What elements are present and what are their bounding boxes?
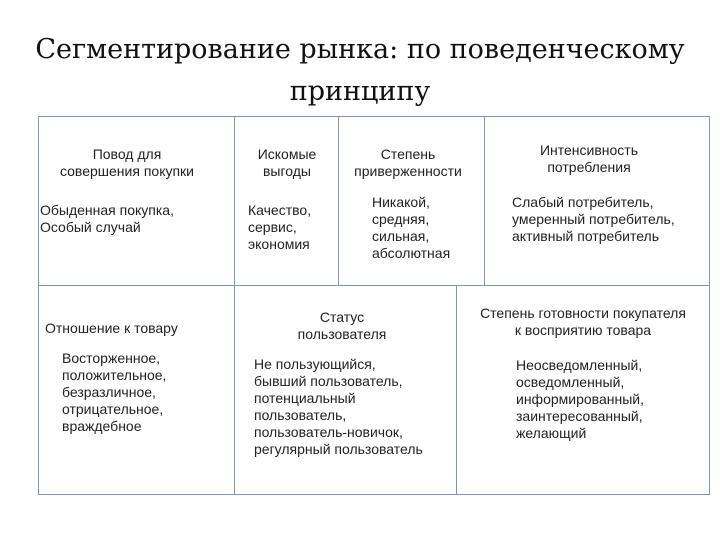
values-user-status: Не пользующийся, бывший пользователь, потенциальный пользователь, пользователь-новичок, регулярный пользователь <box>254 356 423 457</box>
values-purchase-occasion: Обыденная покупка, Особый случай <box>40 202 174 235</box>
header-purchase-occasion: Повод для совершения покупки <box>59 146 194 179</box>
table-divider-v1-bottom <box>234 285 235 495</box>
table-border-top <box>38 116 710 117</box>
table-divider-v2-bottom <box>456 285 457 495</box>
table-border-right <box>709 116 710 494</box>
header-attitude-to-product: Отношение к товару <box>45 320 178 336</box>
header-buyer-readiness: Степень готовности покупателя к восприятию товара <box>480 305 686 338</box>
values-consumption-intensity: Слабый потребитель, умеренный потребитель, активный потребитель <box>512 194 675 244</box>
table-divider-v2-top <box>338 116 339 286</box>
header-sought-benefits: Искомые выгоды <box>257 146 317 179</box>
table-divider-horizontal <box>38 285 710 286</box>
table-border-bottom <box>38 494 710 495</box>
table-divider-v3-top <box>484 116 485 286</box>
table-divider-v1-top <box>234 116 235 286</box>
header-user-status: Статус пользователя <box>297 309 387 342</box>
slide-title-line1: Сегментирование рынка: по поведенческому <box>35 34 685 65</box>
values-attitude-to-product: Восторженное, положительное, безразличное, отрицательное, враждебное <box>62 350 167 434</box>
header-consumption-intensity: Интенсивность потребления <box>539 142 639 175</box>
values-sought-benefits: Качество, сервис, экономия <box>248 202 312 252</box>
slide-title-line2: принципу <box>289 76 431 107</box>
header-loyalty-degree: Степень приверженности <box>354 146 462 179</box>
values-loyalty-degree: Никакой, средняя, сильная, абсолютная <box>372 194 451 261</box>
values-buyer-readiness: Неосведомленный, осведомленный, информированный, заинтересованный, желающий <box>516 357 644 441</box>
